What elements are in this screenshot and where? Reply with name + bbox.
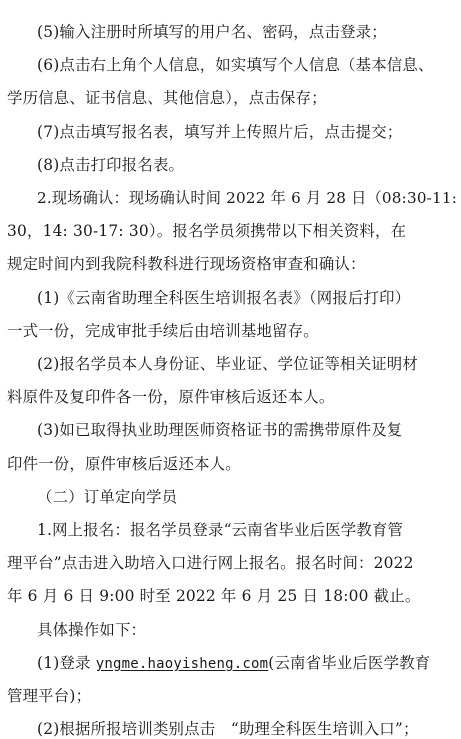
online-signup-cont-2: 年 6 月 6 日 9:00 时至 2022 年 6 月 25 日 18:00 截止。: [7, 587, 421, 606]
login-step-cont: 管理平台)；: [7, 687, 92, 705]
section-heading: （二）订单定向学员: [37, 487, 178, 506]
step-8-line: (8)点击打印报名表。: [37, 155, 185, 174]
onsite-confirm-cont-2: 规定时间内到我院科教科进行现场资格审查和确认：: [7, 255, 366, 274]
platform-link[interactable]: yngme.haoyisheng.com: [95, 655, 269, 672]
online-signup-cont-1: 理平台”点击进入助培入口进行网上报名。报名时间：2022: [7, 554, 414, 573]
material-2-cont: 料原件及复印件各一份，原件审核后返还本人。: [7, 388, 335, 407]
steps-intro-line: 具体操作如下：: [37, 620, 147, 639]
login-step-prefix: (1)登录: [37, 653, 96, 672]
login-step-line: [37, 653, 430, 674]
online-signup-line: 1.网上报名：报名学员登录“云南省毕业后医学教育管: [37, 521, 404, 539]
material-1-cont: 一式一份，完成审批手续后由培训基地留存。: [7, 321, 319, 340]
step-5-line: (5)输入注册时所填写的用户名、密码，点击登录；: [37, 23, 387, 41]
login-step-suffix: (云南省毕业后医学教育: [268, 653, 431, 672]
onsite-confirm-cont-1: 30，14: 30-17: 30）。报名学员须携带以下相关资料，在: [7, 222, 407, 241]
material-2-line: (2)报名学员本人身份证、毕业证、学位证等相关证明材: [37, 355, 418, 373]
onsite-confirm-line: 2.现场确认：现场确认时间 2022 年 6 月 28 日（08:30-11:: [37, 189, 458, 207]
step-6-line: (6)点击右上角个人信息，如实填写个人信息（基本信息、: [37, 56, 434, 75]
step-2-line: (2)根据所报培训类别点击 “助理全科医生培训入口”；: [37, 720, 419, 739]
material-1-line: (1)《云南省助理全科医生培训报名表》（网报后打印）: [37, 288, 411, 307]
step-6-line-cont: 学历信息、证书信息、其他信息），点击保存；: [7, 89, 327, 108]
material-3-cont: 印件一份，原件审核后返还本人。: [7, 454, 241, 473]
material-3-line: (3)如已取得执业助理医师资格证书的需携带原件及复: [37, 421, 403, 440]
step-7-line: (7)点击填写报名表，填写并上传照片后，点击提交；: [37, 122, 403, 141]
